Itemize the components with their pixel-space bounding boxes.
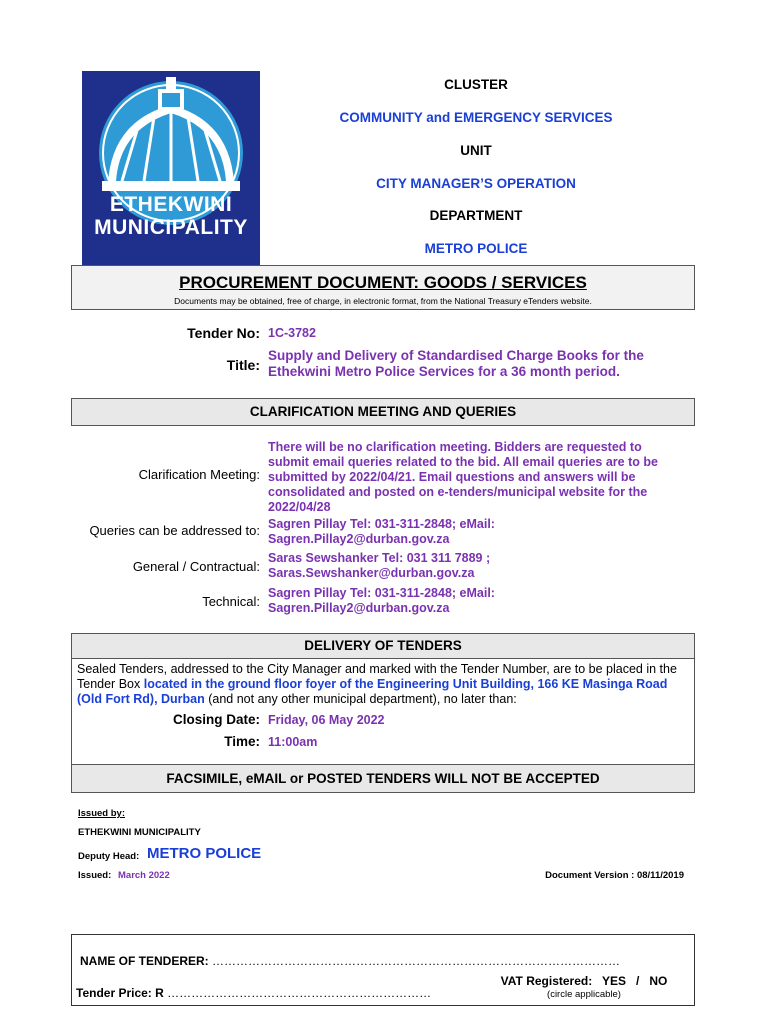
tenderer-box — [71, 934, 695, 1006]
queries-label: Queries can be addressed to: — [89, 523, 260, 538]
issued-by-value: ETHEKWINI MUNICIPALITY — [78, 827, 201, 838]
procurement-title: PROCUREMENT DOCUMENT: GOODS / SERVICES — [179, 273, 587, 292]
clarification-line: submit email queries related to the bid. All email queries are to be — [268, 455, 658, 469]
cluster-label: CLUSTER — [444, 77, 508, 92]
tender-price-row — [76, 986, 431, 1000]
logo-text-line2: MUNICIPALITY — [94, 216, 248, 239]
issued-date-label: Issued: — [78, 870, 112, 881]
technical-line1: Sagren Pillay Tel: 031-311-2848; eMail: — [268, 586, 495, 600]
technical-email[interactable]: Sagren.Pillay2@durban.gov.za — [268, 601, 450, 615]
deputy-head-value: METRO POLICE — [147, 845, 262, 862]
clarification-meeting-text — [268, 440, 658, 515]
delivery-text — [72, 659, 694, 707]
clarification-line: There will be no clarification meeting. Bidders are requested to — [268, 440, 642, 454]
tender-no-value: 1C-3782 — [268, 326, 316, 340]
clarification-meeting-label: Clarification Meeting: — [138, 467, 260, 482]
closing-date-label: Closing Date: — [172, 712, 260, 727]
unit-label: UNIT — [460, 143, 492, 158]
issued-date-value: March 2022 — [118, 870, 170, 881]
general-email[interactable]: Saras.Sewshanker@durban.gov.za — [268, 566, 475, 580]
tenderer-name-label: NAME OF TENDERER: — [80, 954, 209, 968]
procurement-subtitle: Documents may be obtained, free of charge, in electronic format, from the National Treasury eTenders website. — [174, 296, 592, 306]
tender-title-value — [268, 348, 644, 380]
department-label: DEPARTMENT — [429, 208, 523, 223]
closing-date-value: Friday, 06 May 2022 — [268, 713, 385, 727]
delivery-text-c: (and not any other municipal department), no later than: — [204, 692, 517, 706]
delivery-location: located in the ground floor foyer of the Engineering Unit Building, 166 KE Masinga Road (Old Fort Rd), Durban — [77, 677, 668, 706]
vat-registered[interactable]: VAT Registered: YES / NO — [500, 974, 668, 988]
tender-title-line1: Supply and Delivery of Standardised Charge Books for the — [268, 348, 644, 363]
tenderer-name-field[interactable]: ………………………………………………………………………………………… — [212, 954, 621, 968]
tender-price-field[interactable]: ………………………………………………………… — [167, 986, 432, 1000]
delivery-heading: DELIVERY OF TENDERS — [72, 634, 694, 659]
tender-no-label: Tender No: — [187, 325, 260, 341]
time-value: 11:00am — [268, 735, 318, 749]
time-label: Time: — [224, 734, 260, 749]
department-value: METRO POLICE — [424, 241, 528, 256]
clarification-heading: CLARIFICATION MEETING AND QUERIES — [71, 398, 695, 426]
general-line1: Saras Sewshanker Tel: 031 311 7889 ; — [268, 551, 491, 565]
document-version: Document Version : 08/11/2019 — [545, 870, 684, 881]
cluster-value: COMMUNITY and EMERGENCY SERVICES — [339, 110, 613, 125]
queries-contact — [268, 517, 495, 547]
tenderer-name-row — [80, 954, 620, 968]
tender-price-label: Tender Price: R — [76, 986, 164, 1000]
tender-title-label: Title: — [226, 357, 260, 373]
queries-email[interactable]: Sagren.Pillay2@durban.gov.za — [268, 532, 450, 546]
queries-line1: Sagren Pillay Tel: 031-311-2848; eMail: — [268, 517, 495, 531]
deputy-head-label: Deputy Head: — [78, 851, 140, 862]
vat-hint: (circle applicable) — [547, 989, 621, 1000]
clarification-line: 2022/04/28 — [268, 500, 331, 514]
general-contractual-contact — [268, 551, 490, 581]
technical-contact — [268, 586, 495, 616]
clarification-line: consolidated and posted on e-tenders/municipal website for the — [268, 485, 648, 499]
ethekwini-logo — [82, 71, 260, 267]
unit-value: CITY MANAGER’S OPERATION — [376, 176, 576, 191]
logo-text-line1: ETHEKWINI — [109, 193, 233, 216]
tender-title-line2: Ethekwini Metro Police Services for a 36 month period. — [268, 364, 620, 379]
procurement-box — [71, 265, 695, 310]
delivery-text-a: Sealed Tenders, addressed to the City Manager and marked with the Tender Number, are to be placed in the Tender Box — [77, 662, 677, 691]
clarification-line: submitted by 2022/04/21. Email questions and answers will be — [268, 470, 636, 484]
issued-by-label: Issued by: — [78, 808, 125, 819]
not-accepted-notice: FACSIMILE, eMAIL or POSTED TENDERS WILL NOT BE ACCEPTED — [71, 764, 695, 793]
general-contractual-label: General / Contractual: — [132, 559, 260, 574]
technical-label: Technical: — [202, 594, 260, 609]
